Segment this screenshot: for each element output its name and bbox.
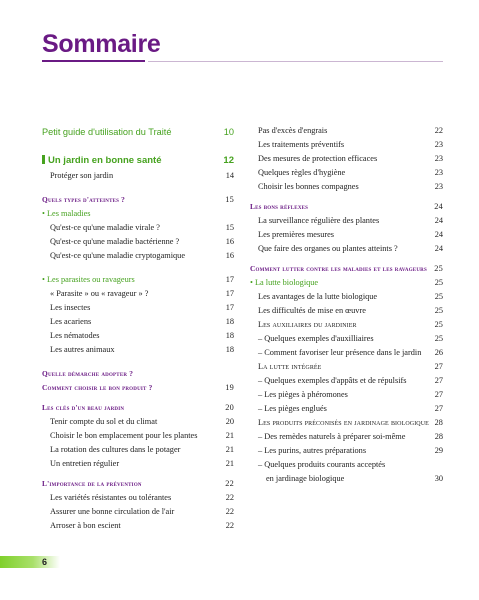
toc-page-number: 10 — [223, 127, 234, 137]
toc-page-number: 22 — [225, 493, 234, 502]
toc-entry — [42, 491, 234, 505]
toc-entry-title: Les traitements préventifs — [258, 140, 345, 149]
toc-right-column — [250, 124, 443, 486]
toc-entry — [250, 458, 443, 472]
toc-page-number: 12 — [223, 155, 234, 166]
toc-entry-title: Un jardin en bonne santé — [48, 155, 162, 166]
toc-entry-title: « Parasite » ou « ravageur » ? — [50, 289, 149, 298]
toc-sub — [42, 207, 234, 221]
toc-page-number: 25 — [434, 334, 443, 343]
toc-entry-title: Des mesures de protection efficaces — [258, 154, 378, 163]
toc-page-number: 19 — [225, 383, 234, 392]
toc-entry — [250, 290, 443, 304]
page-title: Sommaire — [42, 30, 161, 58]
toc-entry — [250, 242, 443, 256]
toc-entry-title: Choisir les bonnes compagnes — [258, 182, 359, 191]
toc-page-number: 18 — [225, 345, 234, 354]
toc-guide — [42, 124, 234, 142]
toc-page-number: 27 — [434, 390, 443, 399]
toc-page-number: 21 — [225, 445, 234, 454]
toc-entry-title: en jardinage biologique — [266, 474, 345, 483]
toc-entry-title: – Comment favoriser leur présence dans le jardin — [258, 348, 422, 357]
toc-entry-sc — [250, 416, 443, 430]
toc-entry — [42, 519, 234, 533]
toc-page-number: 24 — [434, 202, 443, 211]
toc-page-number: 14 — [225, 171, 234, 180]
toc-entry-title: – Quelques exemples d'auxilliaires — [258, 334, 374, 343]
toc-page-number: 15 — [225, 195, 234, 204]
toc-entry-title: Les bons réflexes — [250, 202, 309, 211]
toc-entry-title: La surveillance régulière des plantes — [258, 216, 380, 225]
toc-entry — [250, 180, 443, 194]
toc-entry — [42, 505, 234, 519]
page-number-band — [0, 556, 60, 568]
toc-entry-title: – Quelques produits courants acceptés — [258, 460, 386, 469]
toc-spacer — [42, 357, 234, 367]
toc-page-number: 25 — [434, 292, 443, 301]
toc-page-number: 17 — [225, 303, 234, 312]
toc-entry — [250, 402, 443, 416]
toc-chapter — [42, 152, 234, 169]
toc-entry-title: • Les maladies — [42, 209, 91, 218]
toc-entry-title: Les auxiliaires du jardinier — [258, 320, 357, 329]
toc-section — [42, 367, 234, 381]
toc-entry-title: Les nématodes — [50, 331, 100, 340]
toc-page-number: 20 — [225, 403, 234, 412]
toc-entry — [42, 249, 234, 263]
toc-entry — [250, 228, 443, 242]
toc-entry-title: Quelle démarche adopter ? — [42, 369, 134, 378]
toc-entry-title: Les clés d'un beau jardin — [42, 403, 125, 412]
toc-entry-title: La rotation des cultures dans le potager — [50, 445, 181, 454]
toc-entry — [250, 374, 443, 388]
toc-page-number: 21 — [225, 459, 234, 468]
toc-page-number: 24 — [434, 230, 443, 239]
toc-entry-title: Tenir compte du sol et du climat — [50, 417, 158, 426]
toc-entry-title: Les acariens — [50, 317, 92, 326]
toc-page-number: 16 — [225, 251, 234, 260]
toc-page-number: 22 — [225, 521, 234, 530]
toc-page-number: 20 — [225, 417, 234, 426]
toc-entry — [42, 457, 234, 471]
toc-page-number: 17 — [225, 289, 234, 298]
toc-entry-title: Comment lutter contre les maladies et les ravageurs — [250, 264, 427, 273]
toc-section — [42, 193, 234, 207]
toc-entry-title: Les autres animaux — [50, 345, 115, 354]
toc-entry-sc — [250, 318, 443, 332]
toc-entry-title: – Quelques exemples d'appâts et de répulsifs — [258, 376, 407, 385]
toc-entry-title: – Les purins, autres préparations — [258, 446, 367, 455]
toc-entry — [250, 214, 443, 228]
toc-page-number: 27 — [434, 404, 443, 413]
toc-entry — [42, 221, 234, 235]
toc-entry-title: Les avantages de la lutte biologique — [258, 292, 378, 301]
toc-entry — [250, 152, 443, 166]
toc-entry-title: Petit guide d'utilisation du Traité — [42, 127, 172, 137]
toc-page-number: 17 — [225, 275, 234, 284]
toc-entry — [42, 315, 234, 329]
toc-entry — [250, 444, 443, 458]
title-rule — [148, 61, 443, 62]
toc-page-number: 26 — [434, 348, 443, 357]
toc-entry — [42, 429, 234, 443]
toc-page-number: 25 — [434, 264, 443, 273]
toc-page-number: 28 — [434, 432, 443, 441]
toc-sub — [250, 276, 443, 290]
toc-page-number: 21 — [225, 431, 234, 440]
toc-entry-title: Assurer une bonne circulation de l'air — [50, 507, 175, 516]
toc-entry — [42, 169, 234, 183]
toc-entry — [250, 304, 443, 318]
toc-page-number: 24 — [434, 216, 443, 225]
toc-page-number: 15 — [225, 223, 234, 232]
title-underline — [42, 60, 145, 62]
toc-entry — [250, 346, 443, 360]
toc-entry — [250, 166, 443, 180]
toc-entry — [42, 301, 234, 315]
toc-section — [42, 381, 234, 395]
toc-page-number: 23 — [434, 140, 443, 149]
toc-entry — [42, 343, 234, 357]
toc-page-number: 16 — [225, 237, 234, 246]
toc-entry-title: Les insectes — [50, 303, 91, 312]
toc-entry-title: Les produits préconisés en jardinage biologique — [258, 418, 429, 427]
toc-page-number: 18 — [225, 317, 234, 326]
toc-page-number: 28 — [434, 418, 443, 427]
toc-entry-title: Qu'est-ce qu'une maladie virale ? — [50, 223, 160, 232]
toc-entry — [250, 472, 443, 486]
toc-entry-title: Pas d'excès d'engrais — [258, 126, 328, 135]
toc-entry-title: Choisir le bon emplacement pour les plantes — [50, 431, 198, 440]
toc-spacer — [42, 263, 234, 273]
toc-page-number: 18 — [225, 331, 234, 340]
toc-section — [250, 200, 443, 214]
toc-left-column — [42, 124, 234, 533]
toc-entry-title: Un entretien régulier — [50, 459, 120, 468]
toc-entry — [250, 332, 443, 346]
toc-entry — [42, 329, 234, 343]
toc-page-number: 30 — [434, 474, 443, 483]
toc-spacer — [42, 183, 234, 193]
toc-entry-title: La lutte intégrée — [258, 362, 322, 371]
toc-entry — [42, 235, 234, 249]
toc-page-number: 23 — [434, 154, 443, 163]
toc-page-number: 27 — [434, 362, 443, 371]
toc-section — [42, 401, 234, 415]
toc-entry-title: Les premières mesures — [258, 230, 335, 239]
toc-page-number: 22 — [434, 126, 443, 135]
toc-entry-title: Qu'est-ce qu'une maladie bactérienne ? — [50, 237, 180, 246]
toc-entry-title: Comment choisir le bon produit ? — [42, 383, 153, 392]
toc-entry-title: – Les pièges englués — [258, 404, 327, 413]
toc-page-number: 22 — [225, 479, 234, 488]
toc-page-number: 23 — [434, 182, 443, 191]
toc-entry-title: Protéger son jardin — [50, 171, 114, 180]
toc-entry-sc — [250, 360, 443, 374]
toc-entry-title: Les variétés résistantes ou tolérantes — [50, 493, 172, 502]
toc-entry — [250, 138, 443, 152]
toc-entry-title: – Les pièges à phéromones — [258, 390, 348, 399]
toc-entry-title: Quels types d'atteintes ? — [42, 195, 126, 204]
chapter-marker — [42, 155, 45, 164]
page-number: 6 — [42, 557, 48, 567]
toc-entry-title: Arroser à bon escient — [50, 521, 121, 530]
toc-page-number: 25 — [434, 278, 443, 287]
toc-page-number: 25 — [434, 306, 443, 315]
toc-page-number: 29 — [434, 446, 443, 455]
toc-entry — [42, 287, 234, 301]
toc-entry-title: • Les parasites ou ravageurs — [42, 275, 135, 284]
toc-entry — [250, 388, 443, 402]
toc-entry-title: Quelques règles d'hygiène — [258, 168, 346, 177]
toc-entry — [42, 415, 234, 429]
toc-page-number: 23 — [434, 168, 443, 177]
toc-entry-title: Que faire des organes ou plantes atteints ? — [258, 244, 398, 253]
toc-entry-title: L'importance de la prévention — [42, 479, 142, 488]
toc-page-number: 22 — [225, 507, 234, 516]
toc-page-number: 24 — [434, 244, 443, 253]
toc-entry-title: – Des remèdes naturels à préparer soi-même — [258, 432, 406, 441]
toc-entry-title: Qu'est-ce qu'une maladie cryptogamique — [50, 251, 185, 260]
toc-entry — [42, 443, 234, 457]
toc-page-number: 27 — [434, 376, 443, 385]
toc-section — [42, 477, 234, 491]
toc-entry — [250, 124, 443, 138]
toc-section — [250, 262, 443, 276]
toc-entry-title: Les difficultés de mise en œuvre — [258, 306, 366, 315]
toc-entry — [250, 430, 443, 444]
toc-entry-title: • La lutte biologique — [250, 278, 319, 287]
toc-sub — [42, 273, 234, 287]
toc-spacer — [42, 142, 234, 152]
toc-page-number: 25 — [434, 320, 443, 329]
